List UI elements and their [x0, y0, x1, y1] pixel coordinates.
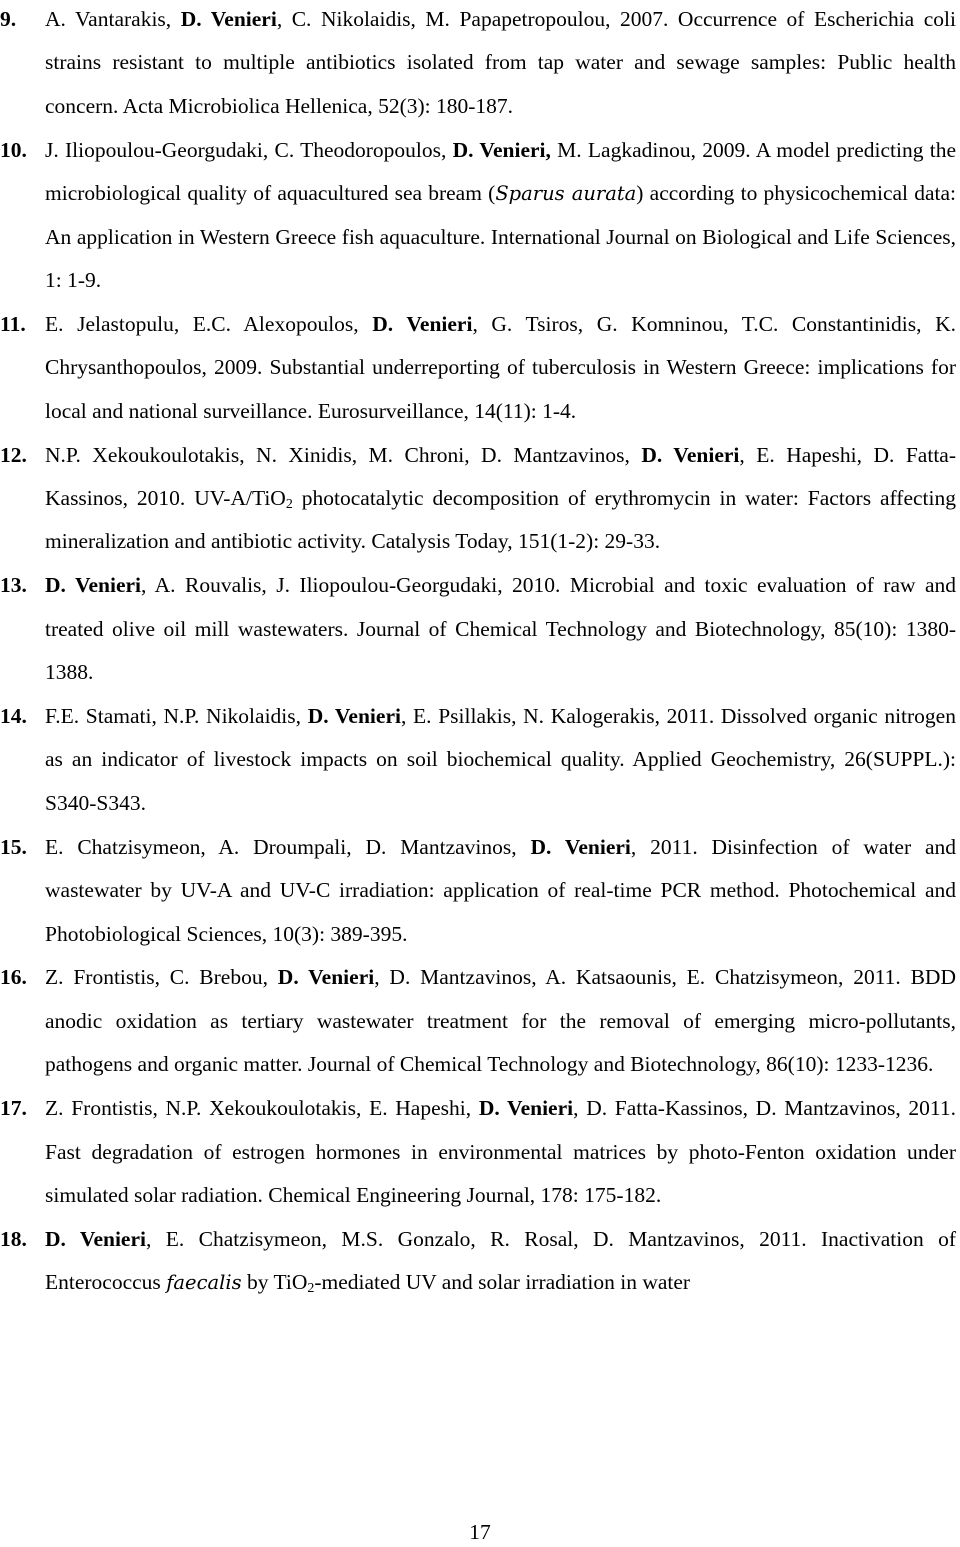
- reference-text-segment: , D. Fatta-Kassinos, D. Mantzavinos, 2011. Fast degradation of estrogen hormones in environmental matrices by photo-Fenton oxidation under simulated solar radiation. Chemical Engineering Journal, 178: 175-182.: [45, 1096, 956, 1207]
- reference-text-segment: photocatalytic decomposition of erythromycin in water: Factors affecting mineralization and antibiotic activity. Catalysis Today, 151(1-2): 29-33.: [45, 485, 957, 554]
- reference-item: [0, 564, 960, 694]
- reference-text-segment: ) according to physicochemical data: An application in Western Greece fish aquaculture. International Journal on Biological and Life Sciences, 1: 1-9.: [45, 181, 956, 292]
- reference-text-segment: E. Jelastopulu, E.C. Alexopoulos,: [45, 311, 373, 336]
- reference-text: [45, 312, 956, 423]
- highlighted-author: D. Venieri: [641, 442, 740, 467]
- reference-number: 18.: [0, 1226, 27, 1251]
- reference-text-segment: N.P. Xekoukoulotakis, N. Xinidis, M. Chroni, D. Mantzavinos,: [45, 442, 642, 467]
- reference-item: [0, 1218, 960, 1305]
- highlighted-author: D. Venieri: [45, 1226, 146, 1251]
- reference-text-segment: M. Lagkadinou, 2009. A model predicting the microbiological quality of aquacultured sea bream (: [45, 137, 957, 206]
- reference-text-segment: , 2011. Disinfection of water and wastewater by UV-A and UV-C irradiation: application of real-time PCR method. Photochemical and Photobiological Sciences, 10(3): 389-395.: [45, 834, 956, 946]
- reference-text-segment: , E. Chatzisymeon, M.S. Gonzalo, R. Rosal, D. Mantzavinos, 2011. Inactivation of Enterococcus: [45, 1226, 956, 1295]
- reference-number: 16.: [0, 965, 27, 990]
- reference-text-segment: Z. Frontistis, N.P. Xekoukoulotakis, E. Hapeshi,: [45, 1096, 479, 1121]
- reference-number: 9.: [0, 7, 17, 31]
- subscript: 2: [285, 496, 293, 512]
- reference-item: [0, 1087, 960, 1217]
- reference-number: 14.: [0, 704, 27, 728]
- reference-text: [45, 573, 956, 684]
- reference-text-segment: -mediated UV and solar irradiation in water: [314, 1270, 691, 1295]
- reference-text: [45, 443, 956, 554]
- reference-text-segment: by TiO: [241, 1270, 308, 1295]
- reference-text-segment: , E. Hapeshi, D. Fatta-Kassinos, 2010. UV-A/TiO: [45, 442, 956, 510]
- reference-text-segment: , A. Rouvalis, J. Iliopoulou-Georgudaki, 2010. Microbial and toxic evaluation of raw and treated olive oil mill wastewaters. Journal of Chemical Technology and Biotechnology, 85(10): 1380-1388.: [45, 573, 956, 685]
- reference-number: 12.: [0, 442, 27, 467]
- reference-item: [0, 303, 960, 433]
- reference-text-segment: , D. Mantzavinos, A. Katsaounis, E. Chatzisymeon, 2011. BDD anodic oxidation as tertiary wastewater treatment for the removal of emerging micro-pollutants, pathogens and organic matter. Journal of Chemical Technology and Biotechnology, 86(10): 1233-1236.: [45, 965, 956, 1077]
- reference-text-segment: Z. Frontistis, C. Brebou,: [45, 965, 278, 990]
- highlighted-author: D. Venieri: [372, 311, 473, 336]
- reference-text-segment: F.E. Stamati, N.P. Nikolaidis,: [45, 704, 308, 728]
- reference-number: 15.: [0, 834, 27, 859]
- page-number: 17: [469, 1520, 491, 1544]
- reference-text: [45, 1096, 956, 1207]
- highlighted-author: D. Venieri: [530, 834, 631, 859]
- highlighted-author: D. Venieri: [277, 965, 375, 990]
- reference-item: [0, 826, 960, 956]
- reference-text: [45, 7, 956, 118]
- reference-text-segment: , C. Nikolaidis, M. Papapetropoulou, 2007. Occurrence of Escherichia coli strains resistant to multiple antibiotics isolated from tap water and sewage samples: Public health concern. Acta Microbiolica Hellenica, 52(3): 180-187.: [45, 7, 956, 118]
- reference-number: 13.: [0, 573, 27, 598]
- reference-number: 10.: [0, 137, 27, 162]
- reference-number: 11.: [0, 311, 26, 336]
- highlighted-author: D. Venieri,: [452, 137, 551, 162]
- italic-term: Sparus aurata: [495, 182, 637, 206]
- reference-text-segment: E. Chatzisymeon, A. Droumpali, D. Mantzavinos,: [45, 834, 531, 859]
- reference-item: [0, 129, 960, 303]
- reference-text-segment: , G. Tsiros, G. Komninou, T.C. Constantinidis, K. Chrysanthopoulos, 2009. Substantial underreporting of tuberculosis in Western Greece: implications for local and national surveillance. Eurosurveillance, 14(11): 1-4.: [45, 311, 957, 423]
- italic-term: faecalis: [166, 1271, 242, 1295]
- reference-text: [45, 965, 956, 1076]
- highlighted-author: D. Venieri: [45, 573, 142, 598]
- highlighted-author: D. Venieri: [180, 7, 277, 31]
- subscript: 2: [307, 1281, 315, 1297]
- highlighted-author: D. Venieri: [478, 1096, 574, 1121]
- reference-item: [0, 434, 960, 564]
- reference-text: [45, 138, 956, 292]
- reference-item: [0, 956, 960, 1086]
- reference-number: 17.: [0, 1096, 27, 1121]
- reference-text: [45, 1226, 956, 1297]
- reference-text: [45, 835, 956, 946]
- reference-item: [0, 695, 960, 825]
- highlighted-author: D. Venieri: [307, 704, 401, 728]
- reference-text-segment: A. Vantarakis,: [45, 7, 181, 31]
- reference-text-segment: , E. Psillakis, N. Kalogerakis, 2011. Dissolved organic nitrogen as an indicator of livestock impacts on soil biochemical quality. Applied Geochemistry, 26(SUPPL.): S340-S343.: [45, 704, 956, 815]
- reference-item: [0, 0, 960, 128]
- reference-text: [45, 704, 956, 815]
- reference-text-segment: J. Iliopoulou-Georgudaki, C. Theodoropoulos,: [45, 137, 453, 162]
